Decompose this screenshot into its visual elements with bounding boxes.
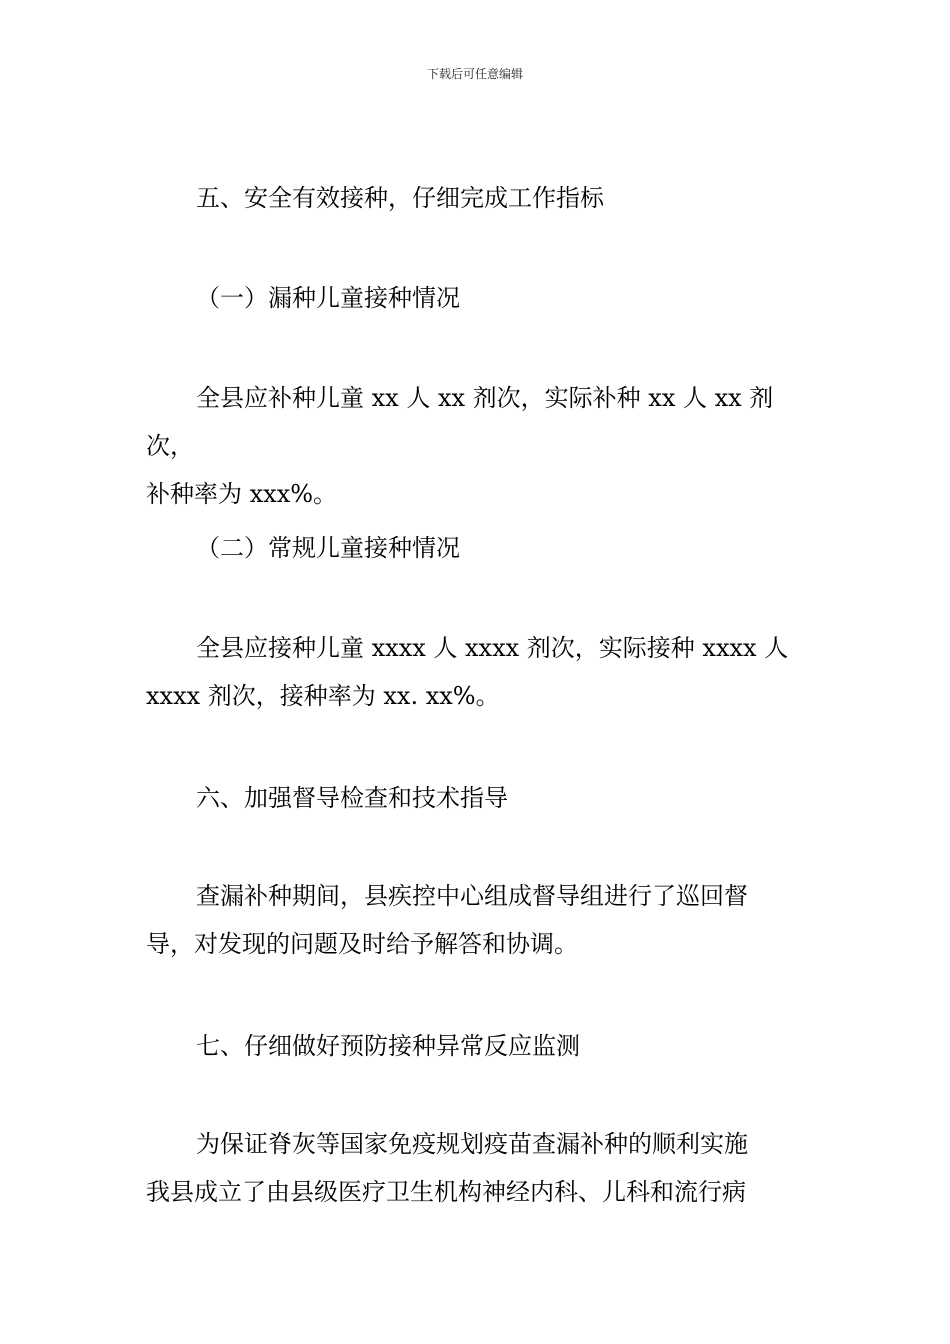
paragraph-line: xxxx 剂次，接种率为 xx. xx%。: [146, 682, 500, 710]
subheading-missed-children: （一）漏种儿童接种情况: [196, 284, 460, 312]
paragraph-line: 我县成立了由县级医疗卫生机构神经内科、儿科和流行病: [146, 1178, 746, 1206]
paragraph-missed-vaccination: [146, 374, 810, 518]
paragraph-line: 补种率为 xxx%。: [146, 480, 338, 508]
paragraph-line: 导，对发现的问题及时给予解答和协调。: [146, 930, 578, 958]
section-heading-7: 七、仔细做好预防接种异常反应监测: [196, 1032, 580, 1060]
paragraph-line: 查漏补种期间，县疾控中心组成督导组进行了巡回督: [196, 882, 748, 910]
section-heading-6: 六、加强督导检查和技术指导: [196, 784, 508, 812]
section-heading-5: 五、安全有效接种，仔细完成工作指标: [196, 184, 604, 212]
page-header: 下载后可任意编辑: [426, 67, 523, 81]
paragraph-supervision: [146, 872, 810, 968]
subheading-routine-children: （二）常规儿童接种情况: [196, 534, 460, 562]
paragraph-line: 全县应接种儿童 xxxx 人 xxxx 剂次，实际接种 xxxx 人: [196, 634, 789, 662]
paragraph-line: 为保证脊灰等国家免疫规划疫苗查漏补种的顺利实施: [196, 1130, 748, 1158]
paragraph-routine-vaccination: [146, 624, 810, 720]
paragraph-line: 全县应补种儿童 xx 人 xx 剂次，实际补种 xx 人 xx 剂次，: [146, 384, 774, 460]
paragraph-adverse-reaction: [146, 1120, 810, 1216]
